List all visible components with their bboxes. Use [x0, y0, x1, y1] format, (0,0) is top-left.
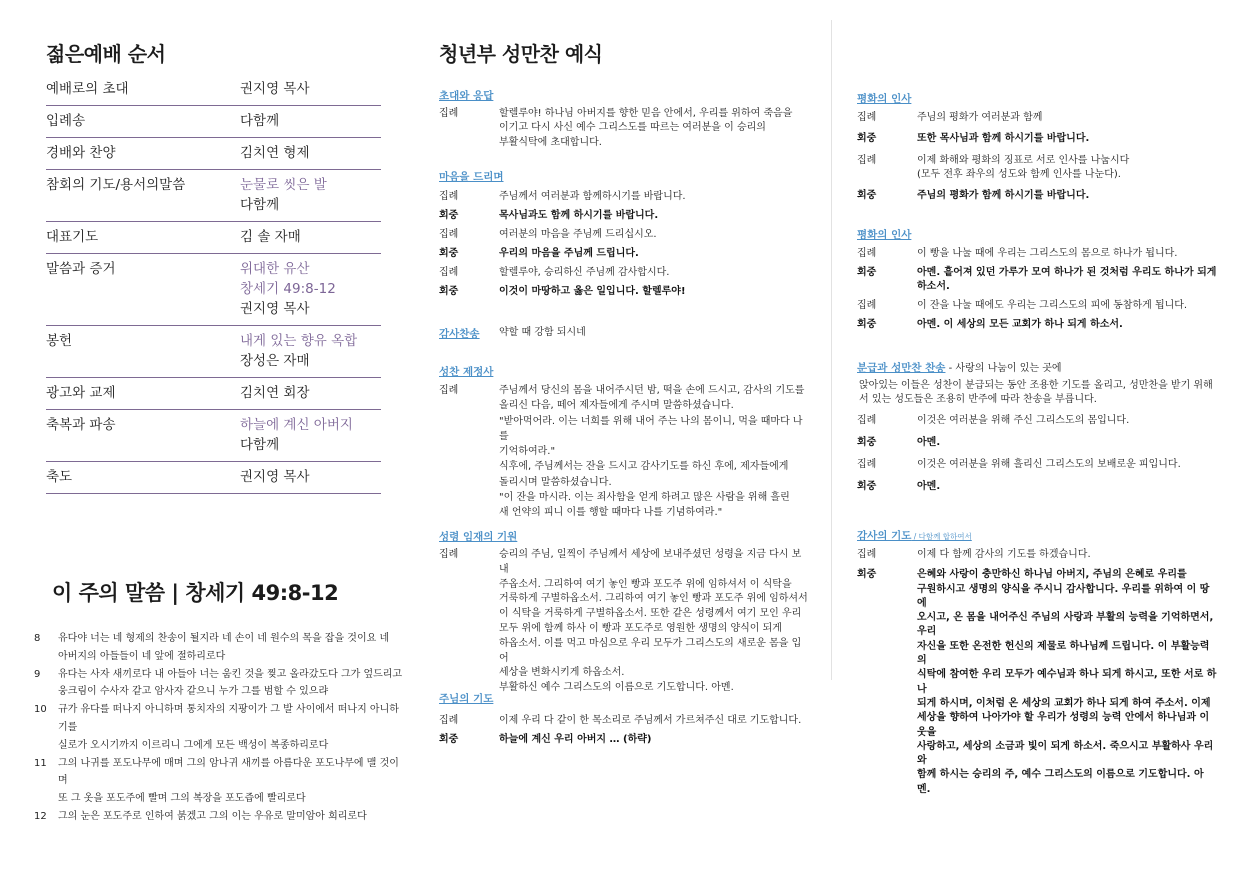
speaker-label: 집례 [439, 715, 459, 726]
liturgy-line: 올리신 다음, 떼어 제자들에게 주시며 말씀하셨습니다. [499, 400, 734, 412]
speaker-label: 회중 [439, 209, 459, 221]
section-lords-prayer [439, 691, 809, 748]
leader-row [857, 247, 1217, 261]
liturgy-line: 부활식탁에 초대합니다. [499, 136, 602, 148]
section-institution [439, 364, 809, 521]
leader-row [857, 548, 1217, 562]
order-row [46, 326, 381, 378]
leader-row [439, 190, 809, 204]
order-title-text: 하늘에 계신 아버지 [240, 417, 353, 433]
order-label: 봉헌 [46, 333, 73, 349]
section-heading: 성령 임재의 기원 [439, 531, 518, 543]
order-value [240, 383, 381, 403]
order-label: 축도 [46, 469, 73, 485]
liturgy-line: 목사님과도 함께 하시기를 바랍니다. [499, 209, 659, 221]
order-person: 김치연 회장 [240, 385, 310, 401]
liturgy-text [917, 568, 1217, 797]
order-title: 젊은예배 순서 [46, 42, 166, 66]
liturgy-line: 또한 목사님과 함께 하시기를 바랍니다. [917, 133, 1090, 145]
liturgy-line: 할렐루야! 하나님 아버지를 향한 믿음 안에서, 우리를 위하여 죽음을 [499, 108, 793, 119]
verse-line: 규가 유다를 떠나지 아니하며 통치자의 지팡이가 그 발 사이에서 떠나지 아니하기를 [58, 704, 399, 733]
liturgy-text [917, 154, 1217, 183]
order-title-text: 창세기 49:8-12 [240, 281, 336, 297]
liturgy-line: 모두 위에 함께 하사 이 빵과 포도주로 영원한 생명의 양식이 되게 [499, 622, 782, 634]
speaker-label: 회중 [857, 319, 877, 331]
speaker-label: 회중 [439, 285, 459, 297]
liturgy-line: 기억하여라." [499, 446, 556, 458]
speaker-label: 회중 [439, 247, 459, 259]
liturgy-text [917, 414, 1217, 428]
liturgy-rows [439, 190, 809, 299]
leader-row [439, 714, 809, 728]
liturgy-line: 주님의 평화가 여러분과 함께 [917, 112, 1043, 123]
note-line: 서 있는 성도들은 조용히 반주에 따라 찬송을 부릅니다. [859, 394, 1097, 406]
order-title-text: 위대한 유산 [240, 261, 310, 277]
note-line: 앉아있는 이들은 성찬이 분급되는 동안 조용한 기도를 올리고, 성만찬을 받기 위해 [859, 380, 1213, 391]
liturgy-line: 아멘. 흩어져 있던 가루가 모여 하나가 된 것처럼 우리도 하나가 되게 [917, 266, 1217, 278]
leader-row [439, 228, 809, 242]
liturgy-text [917, 111, 1217, 125]
communion-title: 청년부 성만찬 예식 [439, 42, 603, 66]
speaker-label: 집례 [857, 300, 877, 312]
order-row [46, 410, 381, 462]
liturgy-line: 하소서. [917, 281, 950, 293]
section-heading-suffix: / 다함께 합하여서 [911, 532, 972, 541]
speaker-label: 집례 [439, 385, 459, 396]
liturgy-line: 세상을 향하여 나아가야 할 우리가 성령의 능력 안에서 하나님과 이웃을 [917, 712, 1210, 738]
speaker-label: 회중 [857, 569, 877, 581]
speaker-label: 집례 [439, 266, 459, 278]
liturgy-line: 되게 하시며, 이처럼 온 세상의 교회가 하나 되게 하여 주소서. 이제 [917, 697, 1211, 709]
liturgy-text [499, 266, 809, 280]
word-title: 이 주의 말씀 | 창세기 49:8-12 [52, 581, 339, 605]
section-heading-suffix: - 사랑의 나눔이 있는 곳에 [945, 363, 1062, 374]
response-row [857, 189, 1217, 203]
liturgy-line: 이 빵을 나눌 때에 우리는 그리스도의 몸으로 하나가 됩니다. [917, 248, 1178, 259]
verse-item [34, 755, 404, 808]
response-row [857, 266, 1217, 295]
liturgy-line: 오시고, 온 몸을 내어주신 주님의 사랑과 부활의 능력을 기억하면서, 우리 [917, 612, 1214, 638]
verse-line: 실로가 오시기까지 이르리니 그에게 모든 백성이 복종하리로다 [58, 739, 329, 751]
order-person: 권지영 목사 [240, 469, 310, 485]
liturgy-text [499, 714, 809, 728]
liturgy-line: 주옵소서. 그리하여 여기 놓인 빵과 포도주 위에 임하셔서 이 식탁을 [499, 578, 792, 590]
section-heading: 주님의 기도 [439, 693, 494, 705]
liturgy-line: 이 잔을 나눌 때에도 우리는 그리스도의 피에 동참하게 됩니다. [917, 300, 1188, 312]
liturgy-line: 여러분의 마음을 주님께 드리십시오. [499, 228, 657, 240]
speaker-label: 회중 [857, 436, 877, 448]
liturgy-line: 할렐루야, 승리하신 주님께 감사합시다. [499, 266, 670, 278]
verse-line: 유다야 너는 네 형제의 찬송이 될지라 네 손이 네 원수의 목을 잡을 것이요 네 [58, 633, 390, 644]
order-label: 말씀과 증거 [46, 261, 116, 277]
order-row [46, 138, 381, 170]
order-person: 권지영 목사 [240, 81, 310, 97]
order-person: 다함께 [240, 437, 280, 453]
section-peace [857, 91, 1217, 203]
order-row [46, 106, 381, 138]
speaker-label: 집례 [439, 549, 459, 560]
liturgy-text [499, 209, 809, 223]
liturgy-line: 함께 하시는 승리의 주, 예수 그리스도의 이름으로 기도합니다. 아멘. [917, 769, 1204, 795]
order-value [240, 79, 381, 99]
liturgy-line: 이것이 마땅하고 옳은 일입니다. 할렐루야! [499, 285, 686, 297]
verse-item [34, 630, 404, 666]
liturgy-text [499, 548, 809, 696]
liturgy-text [499, 285, 809, 299]
speaker-label: 집례 [857, 112, 877, 123]
leader-row [439, 266, 809, 280]
liturgy-line: 세상을 변화시키게 하옵소서. [499, 667, 625, 679]
liturgy-line: 돌리시며 말씀하셨습니다. [499, 476, 612, 488]
order-person: 다함께 [240, 197, 280, 213]
liturgy-line: 이제 다 함께 감사의 기도를 하겠습니다. [917, 549, 1091, 560]
liturgy-text [917, 548, 1217, 562]
liturgy-line: 하옵소서. 이를 먹고 마심으로 우리 모두가 그리스도의 새로운 몸을 입어 [499, 637, 802, 664]
order-label: 광고와 교제 [46, 385, 116, 401]
order-label: 대표기도 [46, 229, 99, 245]
speaker-label: 회중 [857, 190, 877, 202]
liturgy-text [917, 480, 1217, 494]
verse-number: 10 [34, 704, 47, 716]
liturgy-text [917, 318, 1217, 332]
leader-row [439, 383, 809, 521]
speaker-label: 집례 [857, 549, 877, 560]
order-value [240, 259, 381, 319]
verse-item [34, 666, 404, 702]
verse-line: 그의 나귀를 포도나무에 매며 그의 암나귀 새끼를 아름다운 포도나무에 맬 것이며 [58, 757, 399, 787]
order-value [240, 415, 381, 455]
section-heading: 마음을 드리며 [439, 171, 504, 183]
response-row [857, 568, 1217, 797]
leader-row [857, 458, 1217, 472]
liturgy-line: 아멘. [917, 436, 941, 448]
section-thanks-prayer [857, 524, 1217, 797]
speaker-label: 집례 [857, 414, 877, 426]
liturgy-line: 식탁에 참여한 우리 모두가 예수님과 하나 되게 하시고, 또한 서로 하나 [917, 669, 1217, 695]
liturgy-text [499, 228, 809, 242]
verse-line: 그의 눈은 포도주로 인하여 붉겠고 그의 이는 우유로 말미암아 희리로다 [58, 810, 367, 822]
order-label: 경배와 찬양 [46, 145, 116, 161]
order-value [240, 467, 381, 487]
liturgy-line: 주님의 평화가 함께 하시기를 바랍니다. [917, 190, 1090, 202]
section-heart [439, 169, 809, 299]
liturgy-rows [439, 548, 809, 696]
liturgy-rows [439, 714, 809, 748]
liturgy-text [917, 189, 1217, 203]
section-distribution [857, 359, 1217, 494]
liturgy-line: 이제 화해와 평화의 징표로 서로 인사를 나눕시다 [917, 154, 1130, 166]
verse-number: 11 [34, 757, 47, 769]
response-row [439, 209, 809, 223]
order-row [46, 170, 381, 222]
section-heading: 감사의 기도 [857, 530, 912, 542]
order-row [46, 254, 381, 326]
speaker-label: 집례 [857, 248, 877, 259]
response-row [439, 285, 809, 299]
order-row [46, 222, 381, 254]
order-person: 장성은 자매 [240, 353, 310, 369]
distribution-note [857, 379, 1217, 408]
order-label: 축복과 파송 [46, 417, 116, 433]
speaker-label: 회중 [857, 480, 877, 492]
liturgy-line: 이것은 여러분을 위해 주신 그리스도의 몸입니다. [917, 414, 1130, 426]
liturgy-rows [857, 548, 1217, 797]
liturgy-text [917, 132, 1217, 146]
liturgy-rows [857, 111, 1217, 203]
order-row [46, 378, 381, 410]
liturgy-line: 식후에, 주님께서는 잔을 드시고 감사기도를 하신 후에, 제자들에게 [499, 461, 789, 473]
liturgy-text [917, 247, 1217, 261]
speaker-label: 집례 [439, 108, 459, 119]
liturgy-line: 은혜와 사랑이 충만하신 하나님 아버지, 주님의 은혜로 우리를 [917, 569, 1187, 581]
leader-row [857, 154, 1217, 183]
order-row [46, 74, 381, 106]
liturgy-line: 아멘. [917, 480, 941, 492]
liturgy-text [917, 458, 1217, 472]
speaker-label: 집례 [857, 458, 877, 470]
order-person: 권지영 목사 [240, 301, 310, 317]
response-row [857, 436, 1217, 450]
verse-line: 유다는 사자 새끼로다 내 아들아 너는 움킨 것을 찢고 올라갔도다 그가 엎드리고 [58, 668, 403, 680]
section-heading: 평화의 인사 [857, 93, 912, 105]
verse-text [58, 630, 404, 666]
order-value [240, 227, 381, 247]
liturgy-line: 이기고 다시 사신 예수 그리스도를 따르는 여러분을 이 승리의 [499, 122, 766, 134]
liturgy-rows [857, 414, 1217, 494]
verse-text [58, 666, 404, 702]
liturgy-line: 우리의 마음을 주님께 드립니다. [499, 247, 639, 259]
speaker-label: 회중 [857, 133, 877, 145]
liturgy-line: 이 식탁을 거룩하게 구별하옵소서. 또한 같은 성령께서 여기 모인 우리 [499, 608, 802, 620]
verse-number: 12 [34, 810, 47, 822]
liturgy-line: 새 언약의 피니 이를 행할 때마다 나를 기념하여라." [499, 507, 723, 519]
speaker-label: 집례 [439, 228, 459, 240]
speaker-label: 집례 [857, 154, 877, 166]
liturgy-rows [857, 247, 1217, 333]
section-heading: 평화의 인사 [857, 229, 912, 241]
liturgy-line: 주님께서 당신의 몸을 내어주시던 밤, 떡을 손에 드시고, 감사의 기도를 [499, 385, 805, 396]
order-value [240, 175, 381, 215]
order-value [240, 331, 381, 371]
verse-item [34, 701, 404, 754]
verse-text [58, 701, 404, 754]
liturgy-line: 승리의 주님, 일찍이 주님께서 세상에 보내주셨던 성령을 지금 다시 보내 [499, 549, 802, 575]
order-label: 참회의 기도/용서의말씀 [46, 177, 186, 193]
column-divider [831, 20, 832, 680]
section-invite [439, 88, 809, 150]
section-epiclesis [439, 529, 809, 696]
response-row [857, 480, 1217, 494]
verse-text [58, 755, 404, 808]
verse-item [34, 808, 404, 826]
verse-list [34, 630, 404, 826]
verse-text [58, 808, 404, 826]
liturgy-text [499, 190, 809, 204]
leader-row [439, 548, 809, 696]
liturgy-text [917, 299, 1217, 313]
liturgy-line: 자신을 또한 온전한 헌신의 제물로 하나님께 드립니다. 이 부활능력의 [917, 640, 1210, 667]
liturgy-line: "이 잔을 마시라. 이는 죄사함을 얻게 하려고 많은 사람을 위해 흘린 [499, 492, 790, 504]
section-breaking [857, 227, 1217, 333]
order-person: 다함께 [240, 113, 280, 129]
liturgy-text [499, 247, 809, 261]
liturgy-line: (모두 전후 좌우의 성도와 함께 인사를 나눈다). [917, 168, 1121, 180]
speaker-label: 회중 [439, 734, 459, 746]
order-person: 김치연 형제 [240, 145, 310, 161]
section-heading: 분급과 성만찬 찬송 [857, 362, 946, 374]
order-title-text: 눈물로 씻은 발 [240, 177, 327, 193]
liturgy-line: 이제 우리 다 같이 한 목소리로 주님께서 가르쳐주신 대로 기도합니다. [499, 715, 802, 726]
liturgy-rows [439, 383, 809, 521]
order-value [240, 143, 381, 163]
liturgy-line: "받아먹어라. 이는 너희를 위해 내어 주는 나의 몸이니, 먹을 때마다 나를 [499, 415, 803, 442]
verse-number: 9 [34, 668, 41, 680]
liturgy-line: 거룩하게 구별하옵소서. 그리하여 여기 놓인 빵과 포도주 위에 임하셔서 [499, 593, 808, 605]
order-row [46, 462, 381, 494]
verse-line: 또 그 옷을 포도주에 빨며 그의 복장을 포도즙에 빨리로다 [58, 793, 306, 805]
liturgy-line: 구원하시고 생명의 양식을 주시니 감사합니다. 우리를 위하여 이 땅에 [917, 583, 1210, 609]
liturgy-text [917, 436, 1217, 450]
speaker-label: 집례 [439, 191, 459, 202]
section-heading: 초대와 응답 [439, 90, 494, 102]
liturgy-text [917, 266, 1217, 295]
order-value [240, 111, 381, 131]
liturgy-text [499, 107, 809, 150]
speaker-label: 회중 [857, 266, 877, 278]
liturgy-line: 주님께서 여러분과 함께하시기를 바랍니다. [499, 191, 686, 202]
leader-row [439, 107, 809, 150]
order-person: 김 솔 자매 [240, 229, 301, 245]
liturgy-rows [439, 107, 809, 150]
response-row [857, 318, 1217, 332]
section-heading: 성찬 제정사 [439, 366, 494, 378]
liturgy-line: 아멘. 이 세상의 모든 교회가 하나 되게 하소서. [917, 319, 1123, 331]
response-row [439, 733, 809, 747]
section-thanks-song [439, 326, 809, 341]
leader-row [857, 299, 1217, 313]
order-title-text: 내게 있는 향유 옥합 [240, 333, 358, 349]
leader-row [857, 414, 1217, 428]
response-row [857, 132, 1217, 146]
liturgy-line: 하늘에 계신 우리 아버지 … (하략) [499, 734, 652, 746]
leader-row [857, 111, 1217, 125]
verse-line: 웅크림이 수사자 같고 암사자 같으니 누가 그를 범할 수 있으랴 [58, 686, 329, 698]
verse-line: 아버지의 아들들이 네 앞에 절하리로다 [58, 650, 226, 662]
liturgy-text [499, 733, 809, 747]
verse-number: 8 [34, 633, 41, 644]
thanks-song-title: 약할 때 강함 되시네 [499, 327, 586, 338]
order-label: 예배로의 초대 [46, 81, 129, 97]
response-row [439, 247, 809, 261]
liturgy-line: 사랑하고, 세상의 소금과 빛이 되게 하소서. 죽으시고 부활하사 우리와 [917, 740, 1214, 767]
section-heading: 감사찬송 [439, 328, 480, 340]
order-table [46, 74, 381, 494]
liturgy-line: 부활하신 예수 그리스도의 이름으로 기도합니다. 아멘. [499, 682, 734, 694]
liturgy-text [499, 383, 809, 521]
order-label: 입례송 [46, 113, 86, 129]
liturgy-line: 이것은 여러분을 위해 흘리신 그리스도의 보배로운 피입니다. [917, 458, 1181, 470]
